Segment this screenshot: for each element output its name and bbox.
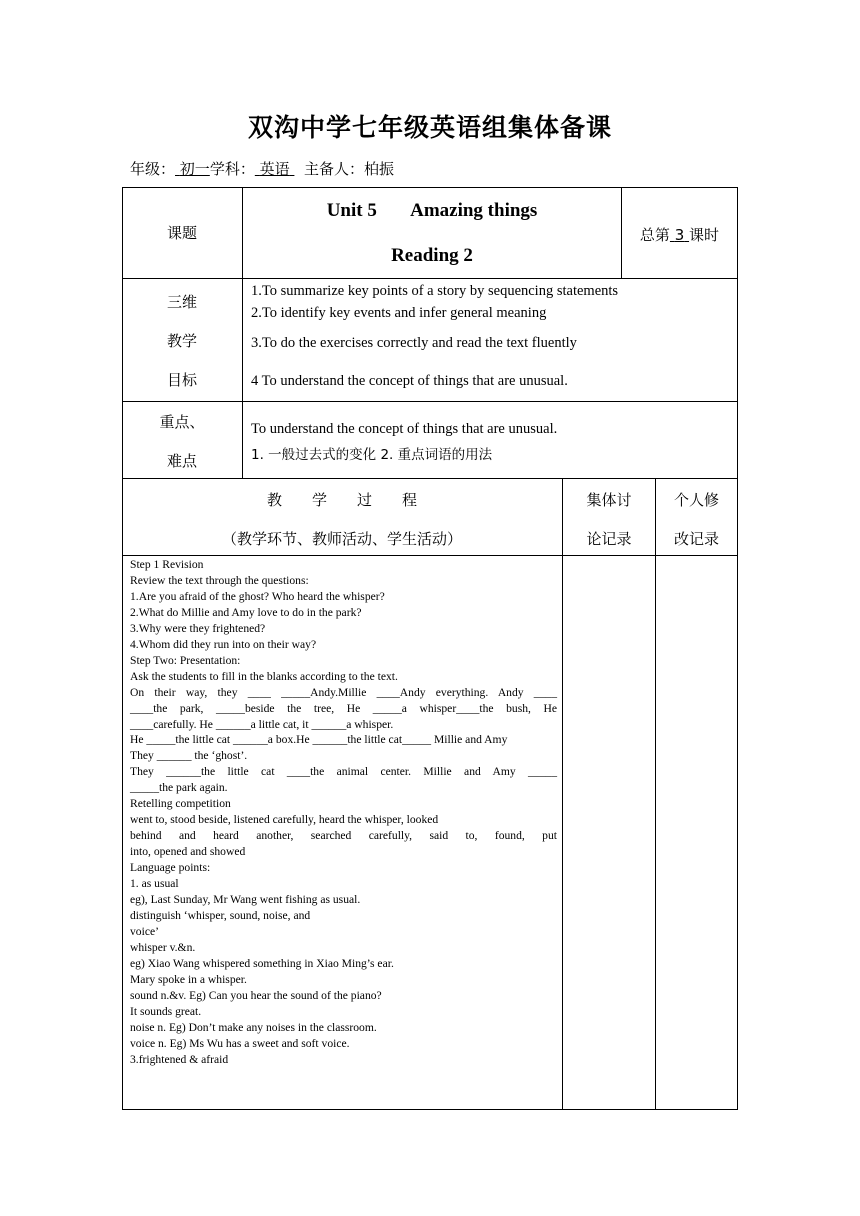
lesson-unit: Unit 5 Amazing things [326, 200, 538, 221]
preparer-label: 主备人： [303, 160, 364, 178]
process-header-title: 教 学 过 程 [266, 491, 417, 509]
process-body [130, 557, 557, 1068]
process-line: _____the park again. [130, 781, 228, 795]
objective-4: 4 To understand the concept of things that are unusual. [251, 373, 568, 389]
process-line: They ______ the ‘ghost’. [130, 749, 248, 763]
process-line: eg), Last Sunday, Mr Wang went fishing as usual. [130, 893, 361, 907]
discussion-record-1: 集体讨 [586, 491, 632, 509]
keypoints-line-2: 1. 一般过去式的变化 2. 重点词语的用法 [251, 447, 493, 463]
process-line: 1. as usual [130, 877, 179, 891]
process-line: 4.Whom did they run into on their way? [130, 637, 317, 651]
discussion-record-2: 论记录 [586, 530, 632, 548]
keypoints-label-2: 难点 [166, 452, 197, 470]
page-title: 双沟中学七年级英语组集体备课 [247, 113, 612, 142]
meta-line [130, 158, 394, 179]
process-line: sound n.&v. Eg) Can you hear the sound of the piano? [130, 988, 382, 1002]
process-line: Retelling competition [130, 797, 231, 811]
process-line: voice n. Eg) Ms Wu has a sweet and soft voice. [130, 1036, 350, 1050]
process-line: Mary spoke in a whisper. [130, 972, 247, 986]
process-line: They ______the little cat ____the animal center. Millie and Amy _____ [130, 765, 557, 779]
objective-3: 3.To do the exercises correctly and read the text fluently [251, 335, 577, 351]
process-line: voice’ [130, 924, 159, 938]
process-line: 1.Are you afraid of the ghost? Who heard the whisper? [130, 589, 385, 603]
process-line: On their way, they ____ _____Andy.Millie ____Andy everything. Andy ____ [130, 685, 557, 699]
subject-label: 学科： [209, 160, 255, 178]
period-count: 总第 3 课时 [639, 226, 720, 244]
process-line: noise n. Eg) Don’t make any noises in the classroom. [130, 1020, 377, 1034]
keypoints-label-1: 重点、 [159, 413, 205, 431]
process-header-subtitle: （教学环节、教师活动、学生活动） [221, 530, 462, 548]
topic-label: 课题 [166, 224, 197, 242]
objective-2: 2.To identify key events and infer general meaning [251, 305, 547, 321]
process-line: Step Two: Presentation: [130, 653, 241, 667]
personal-record-2: 改记录 [673, 530, 719, 548]
process-line: went to, stood beside, listened carefully, heard the whisper, looked [130, 813, 439, 827]
process-line: ____the park, _____beside the tree, He _____a whisper____the bush, He [130, 701, 557, 715]
process-line: It sounds great. [130, 1004, 202, 1018]
process-line: into, opened and showed [130, 845, 246, 859]
grade-label: 年级： [130, 160, 176, 178]
objectives-label-1: 三维 [166, 293, 197, 311]
keypoints-line-1: To understand the concept of things that are unusual. [251, 421, 558, 437]
personal-record-1: 个人修 [673, 491, 719, 509]
process-line: Language points: [130, 861, 211, 875]
objectives-label-3: 目标 [166, 371, 197, 389]
process-line: Step 1 Revision [130, 558, 204, 571]
lesson-subtitle: Reading 2 [391, 245, 473, 266]
process-line: 2.What do Millie and Amy love to do in the park? [130, 605, 362, 619]
process-line: ____carefully. He ______a little cat, it ______a whisper. [130, 717, 394, 731]
process-line: distinguish ‘whisper, sound, noise, and [130, 908, 311, 922]
objectives-label-2: 教学 [166, 332, 197, 350]
process-line: whisper v.&n. [130, 940, 196, 954]
process-line: Review the text through the questions: [130, 573, 309, 587]
process-line: 3.frightened & afraid [130, 1052, 229, 1066]
process-line: behind and heard another, searched carefully, said to, found, put [130, 829, 557, 843]
objective-1: 1.To summarize key points of a story by sequencing statements [251, 283, 619, 299]
process-line: 3.Why were they frightened? [130, 621, 266, 635]
grade-value: 初一 [179, 160, 210, 178]
process-line: eg) Xiao Wang whispered something in Xiao Ming’s ear. [130, 956, 394, 970]
process-line: He _____the little cat ______a box.He ______the little cat_____ Millie and Amy [130, 733, 508, 747]
subject-value: 英语 [259, 160, 290, 178]
process-line: Ask the students to fill in the blanks according to the text. [130, 669, 398, 683]
preparer-value: 柏振 [363, 160, 394, 178]
